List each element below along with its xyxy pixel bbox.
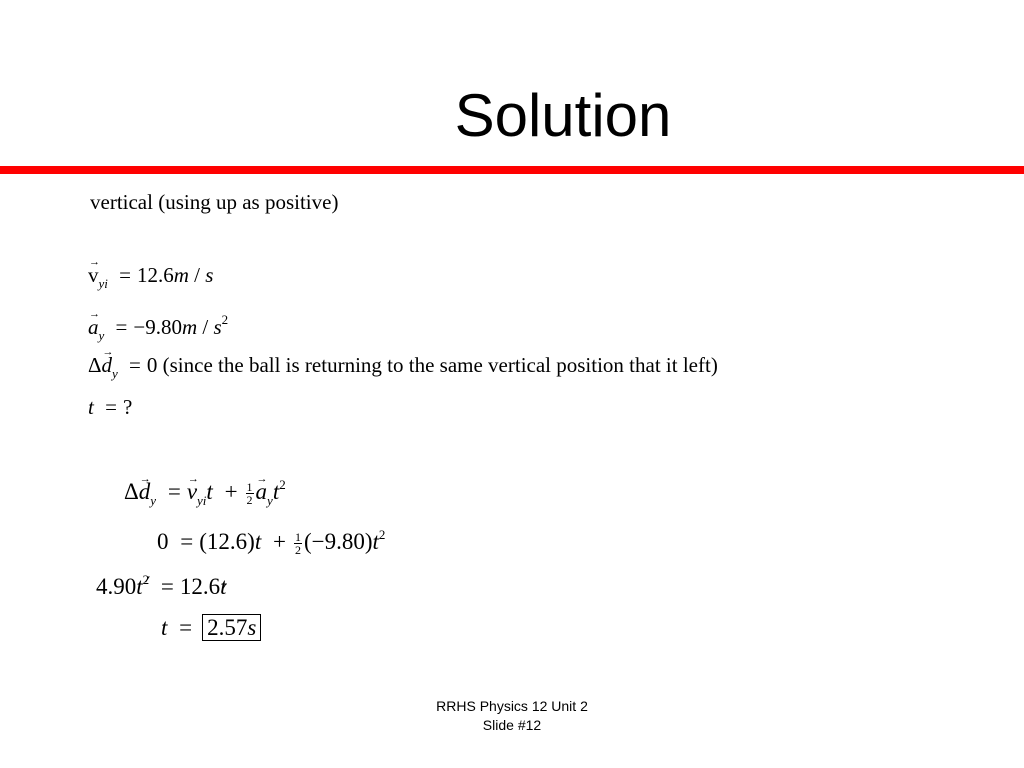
slide-footer bbox=[412, 697, 612, 735]
section-heading: vertical (using up as positive) bbox=[90, 190, 339, 214]
slide-title: Solution bbox=[454, 82, 672, 149]
title-divider bbox=[0, 166, 1024, 174]
one-half-fraction: $\frac{1}{2}$ bbox=[246, 480, 253, 508]
displacement-symbol: → d bbox=[102, 350, 113, 380]
one-half-fraction: $\frac{1}{2}$ bbox=[294, 530, 301, 558]
acceleration-symbol: → a bbox=[88, 312, 99, 342]
substituted-equation: 0 = (12.6)t + $\frac{1}{2}$ $(-9.80)t^2$ bbox=[157, 527, 386, 558]
final-answer-line: t = 2.57s bbox=[161, 611, 261, 645]
cancelled-exponent: 2 bbox=[143, 563, 150, 597]
known-time: t = ? bbox=[88, 395, 133, 419]
known-acceleration: → $a_y = -9.80m / s^2$ bbox=[88, 305, 228, 351]
cancelled-t: t bbox=[220, 570, 226, 604]
final-answer-box: 2.57s bbox=[202, 614, 261, 641]
known-displacement: $\Delta\to d_y = 0$ (since the ball is returning to the same vertical position that it left) bbox=[88, 350, 718, 389]
displacement-note: (since the ball is returning to the same vertical position that it left) bbox=[162, 353, 718, 377]
velocity-symbol: → v bbox=[88, 260, 99, 290]
known-initial-velocity: → $v_{yi} = 12.6m / s$ bbox=[88, 260, 213, 299]
simplified-equation: 4.90t2 = 12.6t bbox=[96, 563, 227, 604]
footer-course: RRHS Physics 12 Unit 2 bbox=[436, 698, 588, 714]
kinematic-equation: $\Delta\to d_y =\to v_{yi}t$ + $\frac{1}{2}$ → $a_yt^2$ bbox=[124, 468, 286, 518]
footer-slide-number: Slide #12 bbox=[482, 717, 542, 733]
